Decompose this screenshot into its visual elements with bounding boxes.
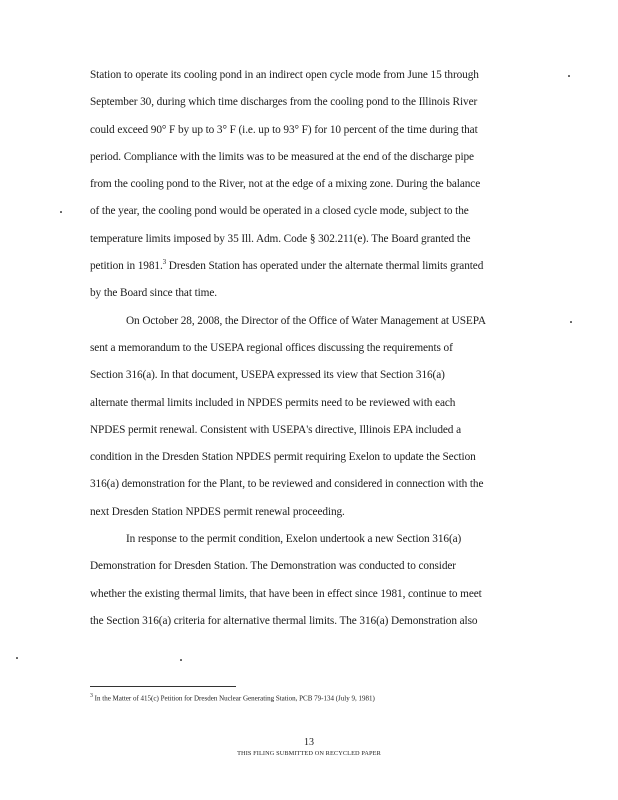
footnote-reference: 3 (162, 258, 167, 267)
footnote-marker: 3 (90, 693, 93, 699)
footnote-text: In the Matter of 415(c) Petition for Dresden Nuclear Generating Station, PCB 79-134 (July 9, 1981) (92, 694, 375, 703)
body-line: alternate thermal limits included in NPDES permits need to be reviewed with each (90, 396, 456, 409)
scan-speck (60, 211, 62, 213)
body-line: sent a memorandum to the USEPA regional offices discussing the requirements of (90, 341, 453, 354)
paragraph-start-line: On October 28, 2008, the Director of the Office of Water Management at USEPA (126, 314, 486, 327)
body-line: September 30, during which time discharges from the cooling pond to the Illinois River (90, 96, 478, 109)
body-line-part: petition in 1981. (90, 260, 163, 273)
body-line: the Section 316(a) criteria for alternative thermal limits. The 316(a) Demonstration also (90, 614, 478, 627)
footnote-separator (90, 686, 236, 687)
body-line: from the cooling pond to the River, not at the edge of a mixing zone. During the balance (90, 178, 481, 191)
body-text (90, 62, 534, 635)
body-line: Station to operate its cooling pond in an indirect open cycle mode from June 15 through (90, 69, 479, 81)
body-line: of the year, the cooling pond would be operated in a closed cycle mode, subject to the (90, 205, 469, 218)
body-line: 316(a) demonstration for the Plant, to be reviewed and considered in connection with the (90, 478, 484, 491)
body-line: Demonstration for Dresden Station. The Demonstration was conducted to consider (90, 560, 456, 573)
footnote (90, 692, 375, 703)
body-line: next Dresden Station NPDES permit renewal proceeding. (90, 505, 345, 518)
body-line: temperature limits imposed by 35 Ill. Adm. Code § 302.211(e). The Board granted the (90, 232, 471, 245)
body-line (90, 253, 534, 280)
body-line: period. Compliance with the limits was to be measured at the end of the discharge pipe (90, 150, 474, 163)
body-line: condition in the Dresden Station NPDES permit requiring Exelon to update the Section (90, 451, 476, 464)
body-line: by the Board since that time. (90, 287, 217, 300)
paragraph-start-line: In response to the permit condition, Exelon undertook a new Section 316(a) (126, 533, 462, 546)
body-line: NPDES permit renewal. Consistent with USEPA's directive, Illinois EPA included a (90, 423, 461, 436)
body-line: whether the existing thermal limits, that have been in effect since 1981, continue to meet (90, 587, 482, 600)
body-line-part: Dresden Station has operated under the alternate thermal limits granted (166, 260, 484, 273)
body-line: could exceed 90° F by up to 3° F (i.e. up to 93° F) for 10 percent of the time during that (90, 123, 478, 136)
scan-speck (180, 659, 182, 661)
body-line: Section 316(a). In that document, USEPA expressed its view that Section 316(a) (90, 369, 445, 382)
scan-speck (570, 321, 572, 323)
page-number: 13 (304, 737, 314, 748)
scan-speck (568, 75, 570, 77)
scan-speck (16, 657, 18, 659)
filing-notice: THIS FILING SUBMITTED ON RECYCLED PAPER (237, 750, 381, 757)
